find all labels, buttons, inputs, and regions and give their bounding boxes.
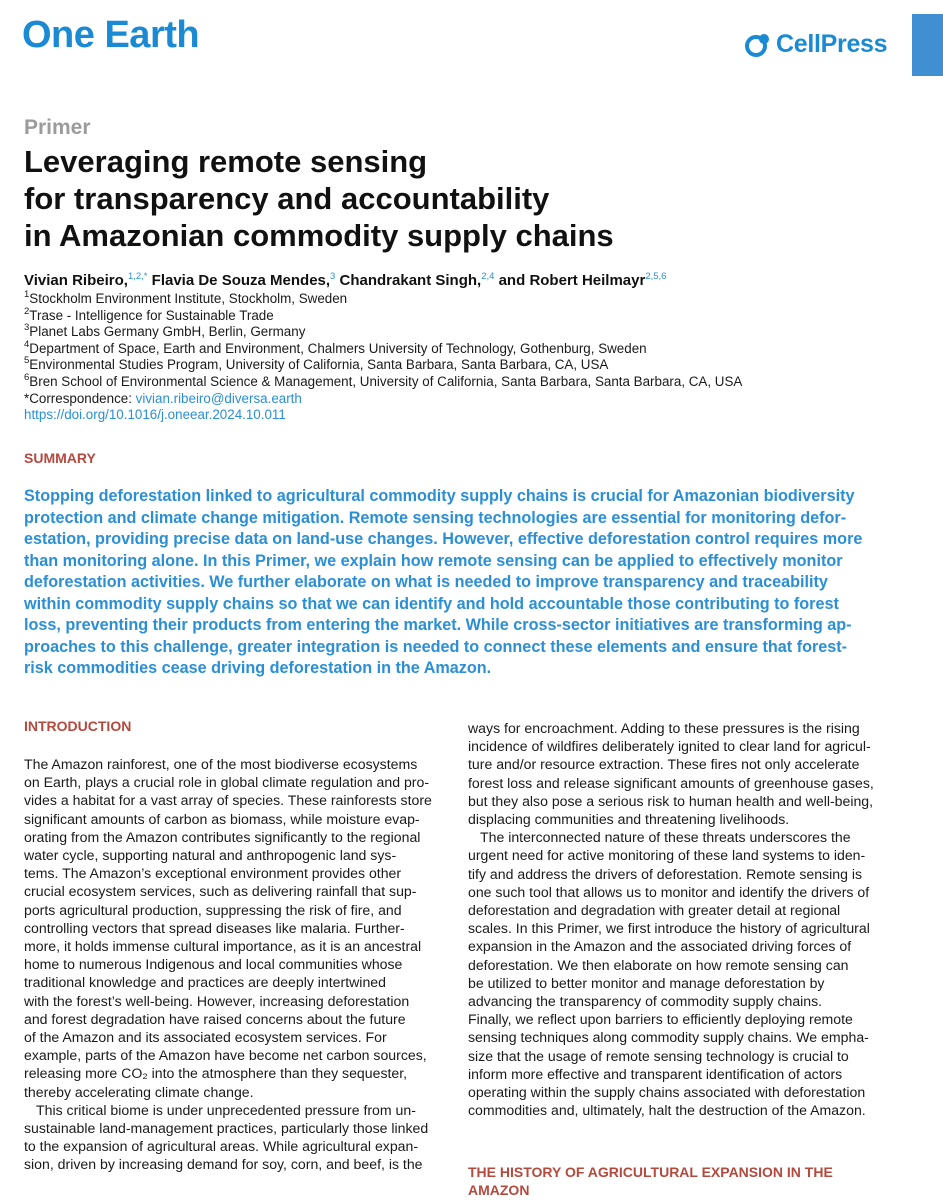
publisher-logo[interactable] [744,30,887,59]
summary-line: deforestation activities. We further elaborate on what is needed to improve transparency and traceability [24,573,828,591]
correspondence-email-link[interactable]: vivian.ribeiro@diversa.earth [135,390,302,406]
summary-line: Stopping deforestation linked to agricultural commodity supply chains is crucial for Amazonian biodiversity [24,487,855,505]
summary-line: proaches to this challenge, greater integration is needed to connect these elements and ensure that forest- [24,637,848,656]
introduction-right-column [468,719,874,1119]
affiliation-text: Bren School of Environmental Science & Management, University of California, Santa Barbara, Santa Barbara, CA, USA [29,373,743,389]
body-line: water cycle, supporting natural and anthropogenic land sys- [24,847,397,864]
body-line: inform more effective and transparent identification of actors [468,1065,843,1082]
affiliation-text: Planet Labs Germany GmbH, Berlin, Germany [29,324,306,340]
heading-line: THE HISTORY OF AGRICULTURAL EXPANSION IN THE [468,1164,833,1180]
doi [24,407,742,424]
summary-line: than monitoring alone. In this Primer, we explain how remote sensing can be applied to effectively monitor [24,551,843,570]
affiliation-text: Environmental Studies Program, University of California, Santa Barbara, Santa Barbara, CA, USA [29,357,609,373]
body-line: tems. The Amazon’s exceptional environment provides other [24,865,402,882]
body-line: operating within the supply chains associated with deforestation [468,1084,866,1101]
title-line: for transparency and accountability [24,181,550,216]
body-line: This critical biome is under unprecedented pressure from un- [36,1101,416,1118]
body-line: ports agricultural production, suppressing the risk of fire, and [24,901,402,918]
body-line: displacing communities and threatening livelihoods. [468,811,790,828]
author-conjunction: and [498,272,526,289]
affiliation-list [24,291,742,424]
author-name[interactable]: Robert Heilmayr [529,272,646,289]
body-line: scales. In this Primer, we first introduce the history of agricultural [468,920,870,937]
body-line: The Amazon rainforest, one of the most biodiverse ecosystems [24,756,418,772]
body-line: ways for encroachment. Adding to these pressures is the rising [468,720,860,736]
body-line: significant amounts of carbon as biomass, while moisture evap- [24,810,420,827]
author-list [24,272,666,289]
affiliation [24,305,742,325]
summary-heading: SUMMARY [24,450,96,466]
author-sup[interactable]: 3 [330,271,336,282]
body-line: Finally, we reflect upon barriers to efficiently deploying remote [468,1011,853,1028]
body-line: be utilized to better monitor and manage deforestation by [468,974,825,991]
body-line: commodities and, ultimately, halt the destruction of the Amazon. [468,1102,866,1119]
body-line: controlling vectors that spread diseases like malaria. Further- [24,919,405,936]
summary-line: estation, providing precise data on land-use changes. However, effective deforestation control requires more [24,530,863,548]
affiliation-text: Department of Space, Earth and Environment, Chalmers University of Technology, Gothenburg, Sweden [29,340,647,356]
body-line: incidence of wildfires deliberately ignited to clear land for agricul- [468,738,871,755]
affiliation-number: 1 [24,289,30,300]
body-line: of the Amazon and its associated ecosystem services. For [24,1029,387,1046]
body-line: on Earth, plays a crucial role in global climate regulation and pro- [24,774,430,791]
affiliation [24,324,742,341]
affiliation [24,338,742,358]
body-line: but they also pose a serious risk to human health and well-being, [468,792,874,809]
correspondence-label: *Correspondence: [24,390,132,406]
affiliation-number: 4 [24,338,30,350]
introduction-heading [24,717,131,735]
correspondence [24,391,742,408]
body-line: tify and address the drivers of deforestation. Remote sensing is [468,865,863,882]
body-line: with the forest’s well-being. However, increasing deforestation [24,992,410,1009]
body-line: releasing more CO₂ into the atmosphere than they sequester, [24,1065,408,1082]
summary-line: protection and climate change mitigation. Remote sensing technologies are essential for monitoring defor- [24,508,847,527]
body-line: orating from the Amazon contributes significantly to the regional [24,828,421,845]
affiliation-number: 6 [24,371,30,383]
side-tab [912,14,943,76]
author-sup[interactable]: 2,4 [481,271,495,282]
body-line: example, parts of the Amazon have become net carbon sources, [24,1047,427,1064]
affiliation [24,291,742,308]
body-line: size that the usage of remote sensing technology is crucial to [468,1047,849,1064]
summary-line: risk commodities cease driving deforestation in the Amazon. [24,659,492,677]
title-line: in Amazonian commodity supply chains [24,218,614,253]
summary-text [24,486,888,680]
affiliation-text: Stockholm Environment Institute, Stockholm, Sweden [29,291,348,306]
body-line: crucial ecosystem services, such as delivering rainfall that sup- [24,883,417,900]
body-line: traditional knowledge and practices are deeply intertwined [24,974,386,991]
body-line: vides a habitat for a vast array of species. These rainforests store [24,792,432,809]
history-heading [468,1163,833,1199]
body-line: one such tool that allows us to monitor and identify the drivers of [468,883,870,900]
body-line: sion, driven by increasing demand for soy, corn, and beef, is the [24,1156,423,1173]
author-name[interactable]: Chandrakant Singh, [339,272,482,289]
article-title [24,143,904,254]
body-line: urgent need for active monitoring of these land systems to iden- [468,847,866,864]
affiliation-number: 3 [24,322,30,334]
summary-line: within commodity supply chains so that we can identify and hold accountable those contributing to forest [24,594,839,613]
body-line: thereby accelerating climate change. [24,1083,254,1100]
author-sup[interactable]: 1,2,* [127,271,148,282]
body-line: home to numerous Indigenous and local communities whose [24,956,403,973]
author-sup[interactable]: 2,5,6 [645,271,667,282]
publisher-name: CellPress [776,30,888,58]
heading-line: AMAZON [468,1182,530,1198]
body-line: expansion in the Amazon and the associated driving forces of [468,938,852,955]
author-name[interactable]: Vivian Ribeiro, [24,272,128,289]
body-line: deforestation and degradation with greater detail at regional [468,902,841,919]
title-line: Leveraging remote sensing [24,144,428,179]
introduction-left-column [24,755,432,1174]
summary-line: loss, preventing their products from entering the market. While cross-sector initiatives are transforming ap- [24,616,852,634]
journal-name[interactable]: One Earth [22,14,200,56]
body-line: deforestation. We then elaborate on how remote sensing can [468,956,849,973]
body-line: advancing the transparency of commodity supply chains. [468,993,823,1010]
author-name[interactable]: Flavia De Souza Mendes, [151,272,331,289]
body-line: sustainable land-management practices, particularly those linked [24,1120,429,1137]
body-line: The interconnected nature of these threats underscores the [480,829,851,846]
heading-text: INTRODUCTION [24,718,132,734]
affiliation [24,371,743,391]
doi-link[interactable]: https://doi.org/10.1016/j.oneear.2024.10.011 [24,407,286,423]
body-line: to the expansion of agricultural areas. While agricultural expan- [24,1138,419,1155]
body-line: ture and/or resource extraction. These fires not only accelerate [468,756,860,773]
body-line: forest loss and release significant amounts of greenhouse gases, [468,774,874,791]
cellpress-logo-icon [744,31,772,59]
body-line: more, it holds immense cultural importance, as it is an ancestral [24,938,422,955]
affiliation-number: 2 [24,305,30,317]
body-line: and forest degradation have raised concerns about the future [24,1010,406,1027]
article-type: Primer [24,116,91,139]
affiliation-text: Trase - Intelligence for Sustainable Trade [29,307,274,323]
affiliation [24,357,742,374]
affiliation-number: 5 [24,355,30,367]
body-line: sensing techniques along commodity supply chains. We empha- [468,1029,869,1046]
